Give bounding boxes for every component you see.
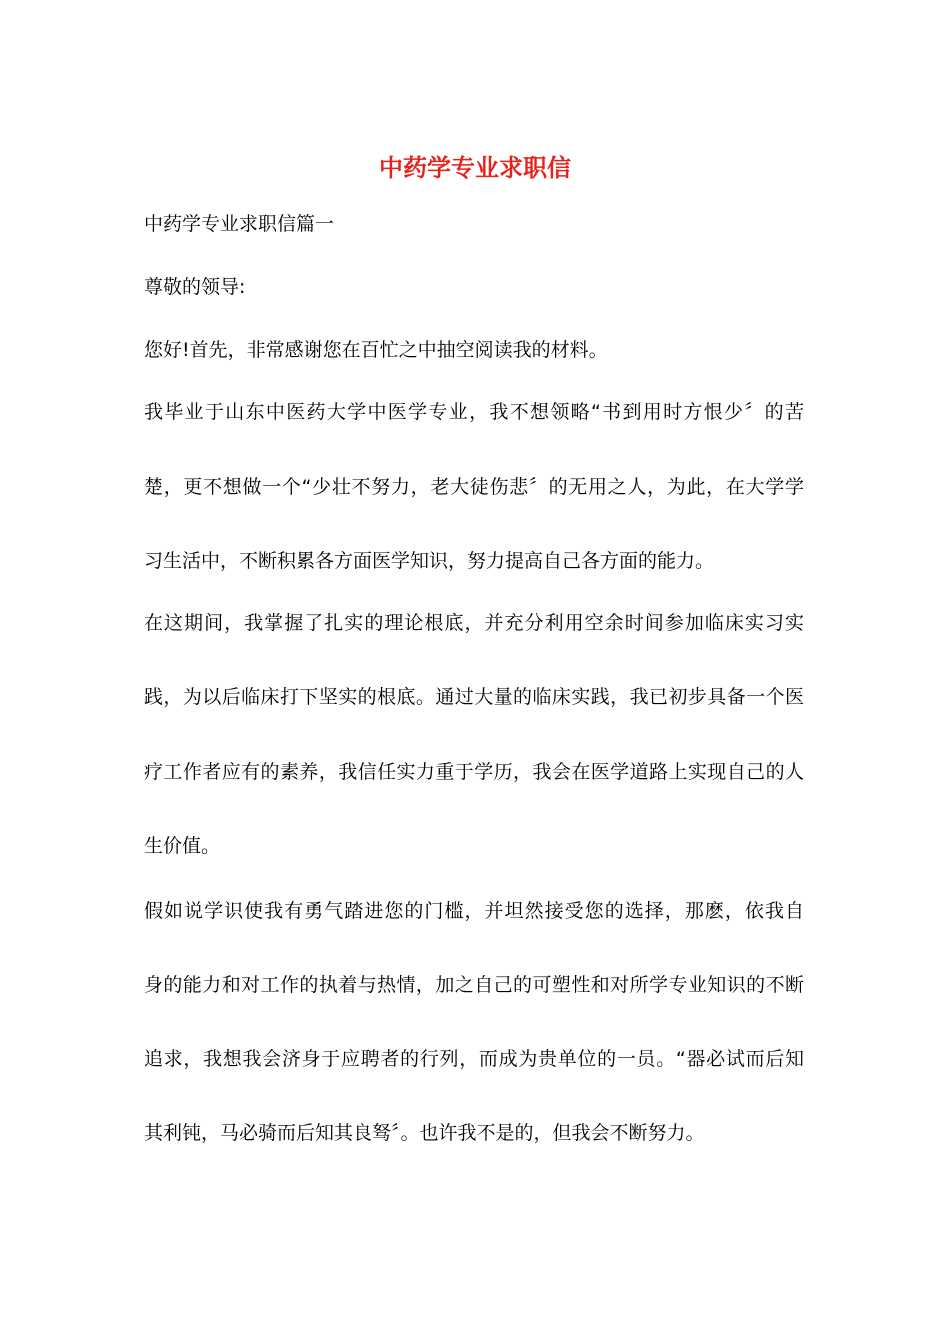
- section-heading: 中药学专业求职信篇一: [144, 213, 335, 235]
- paragraph-line: 疗工作者应有的素养，我信任实力重于学历，我会在医学道路上实现自己的人: [144, 761, 804, 783]
- paragraph-line: 追求，我想我会济身于应聘者的行列，而成为贵单位的一员。“器必试而后知: [144, 1048, 804, 1070]
- paragraph-line: 其利钝，马必骑而后知其良驽〞。也许我不是的，但我会不断努力。: [144, 1122, 705, 1144]
- salutation: 尊敬的领导:: [144, 276, 246, 298]
- paragraph-line: 楚，更不想做一个“少壮不努力，老大徒伤悲〞的无用之人，为此，在大学学: [144, 476, 804, 498]
- paragraph-line: 我毕业于山东中医药大学中医学专业，我不想领略“书到用时方恨少〞的苦: [144, 401, 804, 423]
- paragraph-line: 生价值。: [144, 835, 221, 857]
- paragraph-line: 践，为以后临床打下坚实的根底。通过大量的临床实践，我已初步具备一个医: [144, 686, 804, 708]
- paragraph-line: 在这期间，我掌握了扎实的理论根底，并充分利用空余时间参加临床实习实: [144, 612, 804, 634]
- paragraph-line: 您好!首先，非常感谢您在百忙之中抽空阅读我的材料。: [144, 339, 608, 361]
- paragraph-line: 身的能力和对工作的执着与热情，加之自己的可塑性和对所学专业知识的不断: [144, 974, 804, 996]
- paragraph-line: 习生活中，不断积累各方面医学知识，努力提高自己各方面的能力。: [144, 550, 715, 572]
- paragraph-line: 假如说学识使我有勇气踏进您的门槛，并坦然接受您的选择，那麽，依我自: [144, 900, 804, 922]
- document-title: 中药学专业求职信: [379, 153, 571, 182]
